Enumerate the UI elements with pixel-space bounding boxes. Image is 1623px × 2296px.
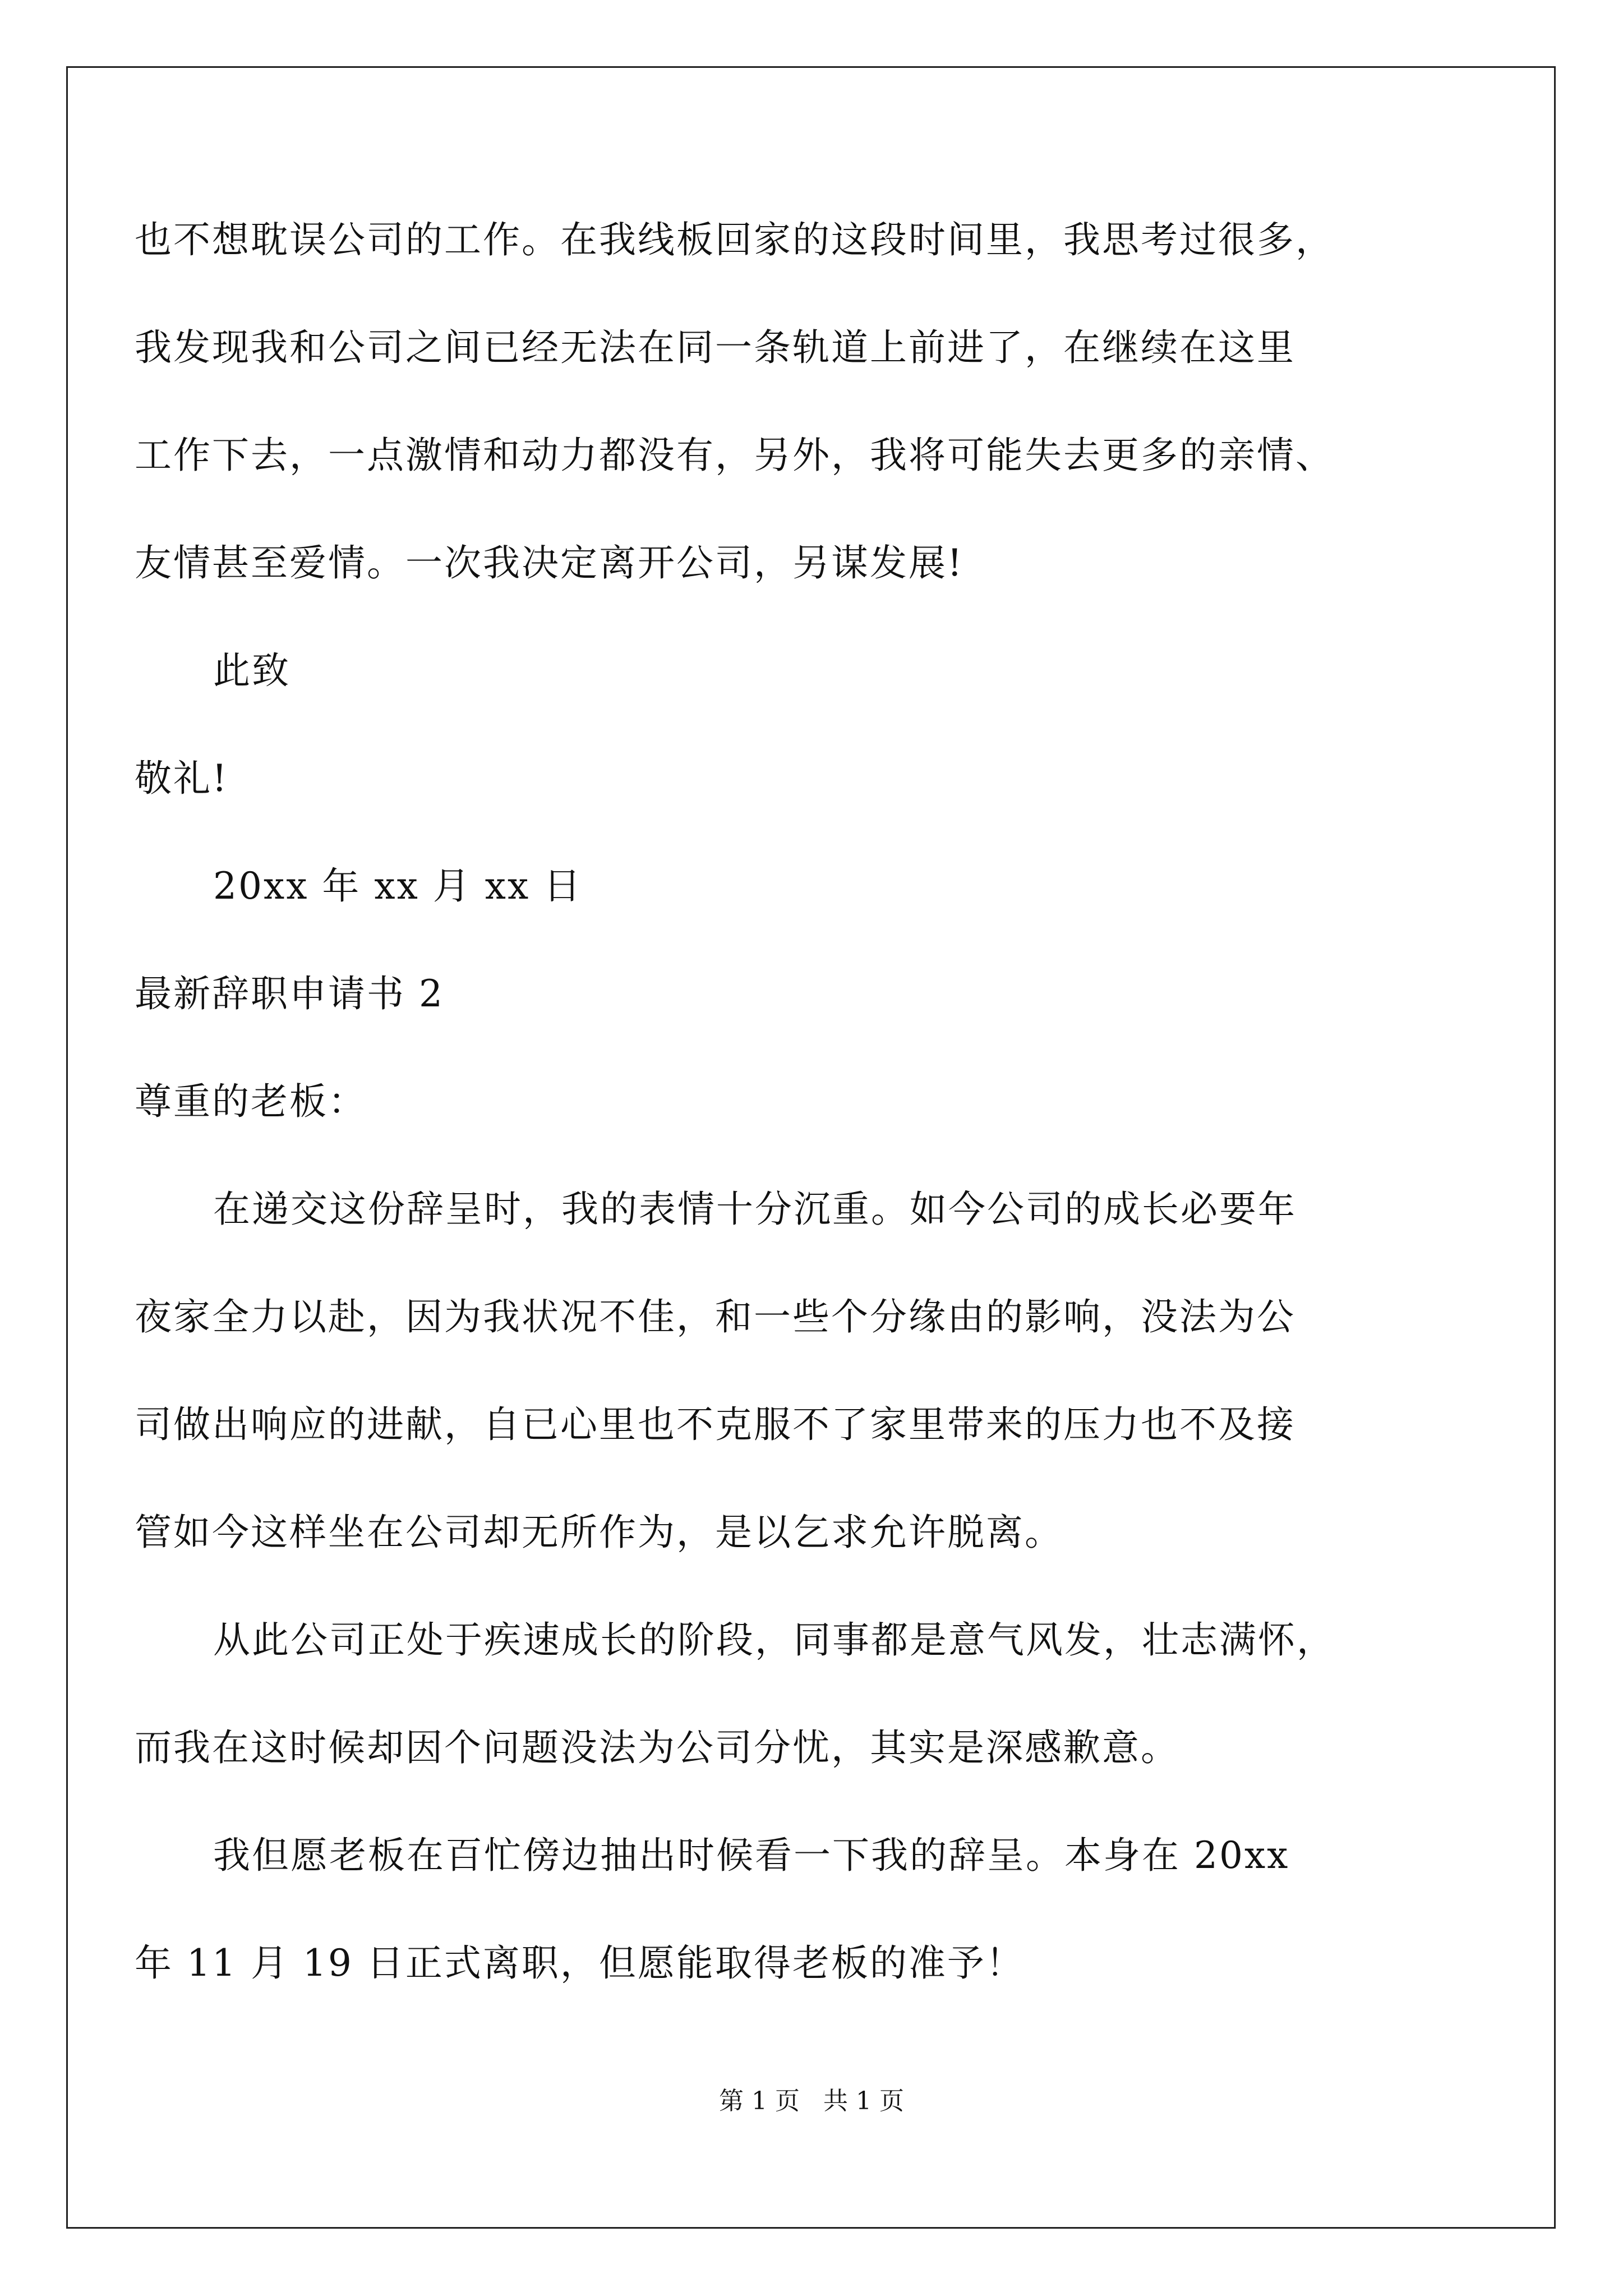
closing-salutation: 此致 xyxy=(213,649,291,692)
body-line-3: 工作下去，一点激情和动力都没有，另外，我将可能失去更多的亲情、 xyxy=(135,434,1334,477)
closing-regards: 敬礼! xyxy=(135,757,229,800)
letter-greeting: 尊重的老板： xyxy=(135,1080,367,1123)
body-line-11: 夜家全力以赴，因为我状况不佳，和一些个分缘由的影响，没法为公 xyxy=(135,1295,1295,1338)
body-line-10: 在递交这份辞呈时，我的表情十分沉重。如今公司的成长必要年 xyxy=(213,1188,1297,1231)
body-line-17: 年 11 月 19 日正式离职，但愿能取得老板的准予！ xyxy=(135,1941,1025,1985)
page-number-footer: 第 1 页 共 1 页 xyxy=(719,2087,904,2115)
body-line-4: 友情甚至爱情。一次我决定离开公司，另谋发展! xyxy=(135,541,964,585)
body-line-13: 管如今这样坐在公司却无所作为，是以乞求允许脱离。 xyxy=(135,1511,1063,1554)
body-line-14: 从此公司正处于疾速成长的阶段，同事都是意气风发，壮志满怀， xyxy=(213,1618,1335,1662)
body-line-2: 我发现我和公司之间已经无法在同一条轨道上前进了，在继续在这里 xyxy=(135,326,1295,369)
letter-date: 20xx 年 xx 月 xx 日 xyxy=(213,864,583,908)
body-line-1: 也不想耽误公司的工作。在我线板回家的这段时间里，我思考过很多， xyxy=(135,218,1334,261)
page-border xyxy=(66,66,1556,2229)
body-line-16: 我但愿老板在百忙傍边抽出时候看一下我的辞呈。本身在 20xx xyxy=(213,1834,1290,1877)
section-title: 最新辞职申请书 2 xyxy=(135,972,444,1015)
body-line-12: 司做出响应的进献，自已心里也不克服不了家里带来的压力也不及接 xyxy=(135,1403,1295,1446)
body-line-15: 而我在这时候却因个问题没法为公司分忧，其实是深感歉意。 xyxy=(135,1726,1179,1769)
